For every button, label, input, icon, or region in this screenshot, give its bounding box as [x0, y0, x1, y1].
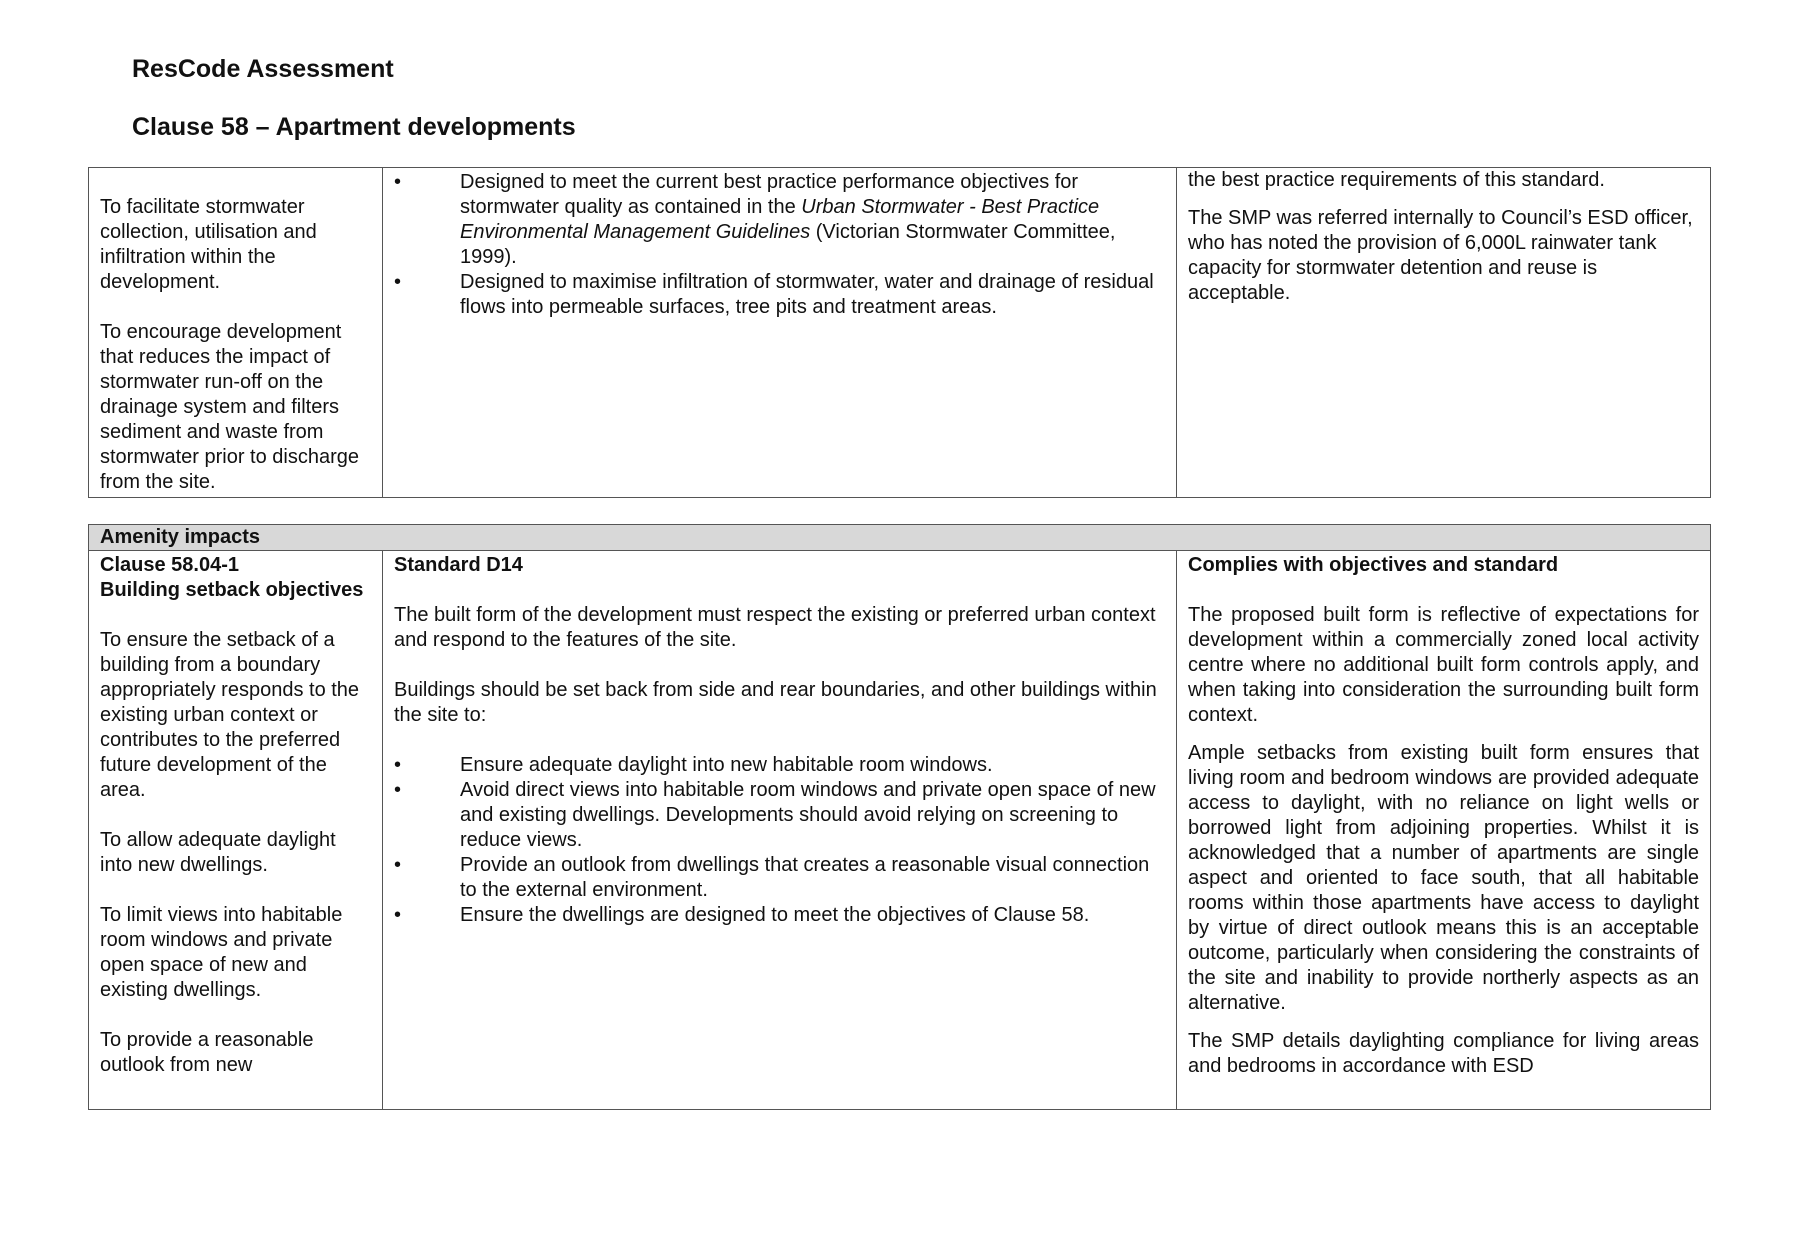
bullet-icon: •: [394, 779, 402, 801]
standard-text: The built form of the development must respect the existing or preferred urban context and respond to the features of the site.: [394, 604, 1156, 651]
bullet-icon: •: [394, 171, 402, 193]
table-row: [89, 551, 1711, 1110]
list-item-text: (Victorian Stormwater Committee, 1999).: [460, 221, 1116, 268]
list-item-text: Designed to maximise infiltration of stormwater, water and drainage of residual flows into permeable surfaces, tree pits and treatment areas.: [460, 271, 1154, 318]
standard-cell: [383, 551, 1177, 1110]
standard-text: Buildings should be set back from side and rear boundaries, and other buildings within the site to:: [394, 679, 1157, 726]
list-item: [394, 903, 1165, 928]
bullet-icon: •: [394, 271, 402, 293]
assessment-cell: [1177, 168, 1711, 498]
list-item-text: Ensure adequate daylight into new habitable room windows.: [460, 754, 993, 776]
stormwater-table: [88, 167, 1711, 498]
objective-text: To facilitate stormwater collection, utilisation and infiltration within the development.: [100, 196, 317, 293]
section-header-row: [89, 525, 1711, 551]
objective-text: To encourage development that reduces the impact of stormwater run-off on the drainage system and filters sediment and waste from stormwater prior to discharge from the site.: [100, 321, 359, 493]
bullet-icon: •: [394, 754, 402, 776]
standard-list: [394, 753, 1165, 928]
guideline-title: Urban Stormwater - Best Practice Environmental Management Guidelines: [460, 196, 1100, 243]
assessment-text: The proposed built form is reflective of expectations for development within a commercially zoned local activity centre where no additional built form controls apply, and when taking into consideration the surrounding built form context.: [1188, 604, 1700, 726]
assessment-text: The SMP details daylighting compliance for living areas and bedrooms in accordance with ESD: [1188, 1030, 1700, 1077]
assessment-text: The SMP was referred internally to Council’s ESD officer, who has noted the provision of 6,000L rainwater tank capacity for stormwater detention and reuse is acceptable.: [1188, 207, 1693, 304]
list-item-text: Avoid direct views into habitable room windows and private open space of new and existing dwellings. Developments should avoid relying on screening to reduce views.: [460, 779, 1156, 851]
bullet-icon: •: [394, 854, 402, 876]
clause-title: Clause 58.04-1: [100, 554, 239, 576]
list-item-text: Ensure the dwellings are designed to meet the objectives of Clause 58.: [460, 904, 1090, 926]
objectives-cell: [89, 551, 383, 1110]
standard-list: [394, 170, 1165, 320]
list-item: [394, 778, 1165, 853]
objectives-cell: [89, 168, 383, 498]
clause-name: Building setback objectives: [100, 579, 364, 601]
list-item: [394, 853, 1165, 903]
list-item-text: Provide an outlook from dwellings that creates a reasonable visual connection to the external environment.: [460, 854, 1150, 901]
amenity-impacts-table: [88, 524, 1711, 1110]
objective-text: To limit views into habitable room windows and private open space of new and existing dwellings.: [100, 904, 343, 1001]
assessment-text: Ample setbacks from existing built form ensures that living room and bedroom windows are provided adequate access to daylight, with no reliance on light wells or borrowed light from adjoining properties. Whilst it is acknowledged that a number of apartments are single aspect and oriented to face south, that all habitable rooms within those apartments have access to daylight by virtue of direct outlook means this is an acceptable outcome, particularly when considering the constraints of the site and inability to provide northerly aspects as an alternative.: [1188, 742, 1700, 1014]
standard-title: Standard D14: [394, 554, 523, 576]
list-item-text: Designed to meet the current best practice performance objectives for stormwater quality as contained in the: [460, 171, 1079, 218]
list-item: [394, 753, 1165, 778]
list-item: [394, 170, 1165, 270]
objective-text: To ensure the setback of a building from a boundary appropriately responds to the existing urban context or contributes to the preferred future development of the area.: [100, 629, 360, 801]
list-item: [394, 270, 1165, 320]
section-header: Amenity impacts: [89, 525, 1711, 551]
document-title: ResCode Assessment: [132, 55, 394, 83]
assessment-text: the best practice requirements of this standard.: [1188, 169, 1605, 191]
assessment-cell: [1177, 551, 1711, 1110]
bullet-icon: •: [394, 904, 402, 926]
objective-text: To provide a reasonable outlook from new: [100, 1029, 314, 1076]
document-subtitle: Clause 58 – Apartment developments: [132, 113, 576, 141]
assessment-title: Complies with objectives and standard: [1188, 554, 1559, 576]
table-row: [89, 168, 1711, 498]
objective-text: To allow adequate daylight into new dwellings.: [100, 829, 336, 876]
standard-cell: [383, 168, 1177, 498]
